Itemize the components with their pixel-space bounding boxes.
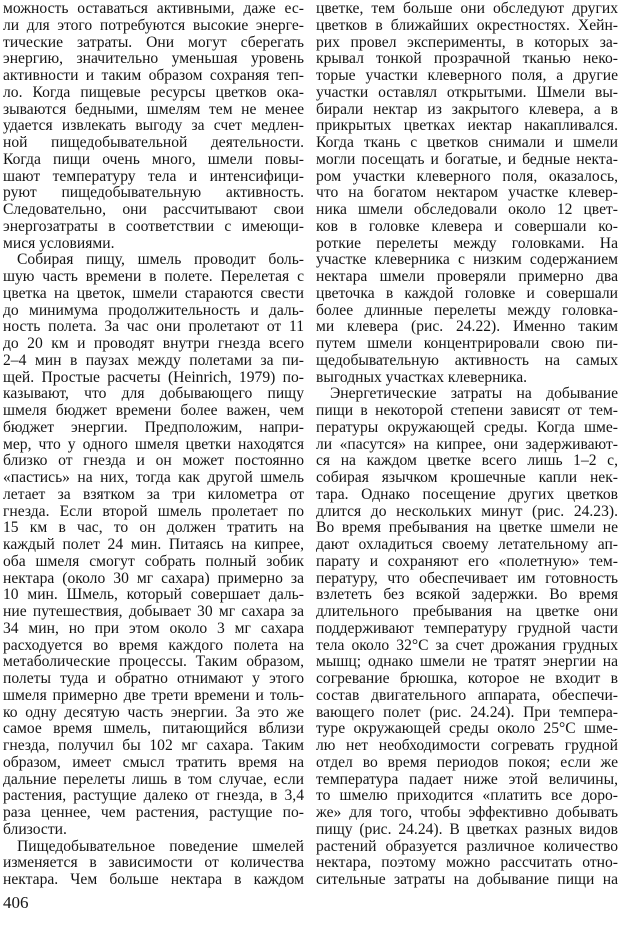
text-line: зываются бедными, шмелям тем не менее	[3, 100, 304, 118]
text-line: отдел во время периодов покоя; если же	[316, 753, 618, 771]
text-line: пературу, что обеспечивает им готовность	[316, 569, 618, 587]
text-line: парату и сохраняют его «полетную» тем-	[316, 552, 618, 570]
text-line: шмеля бюджет времени более важен, чем	[3, 402, 304, 419]
text-line: расходуется во время каждого полета на	[3, 636, 304, 654]
text-line: ром участки клеверного поля, оказалось,	[316, 167, 618, 185]
text-line: тела около 32°C за счет дрожания грудных	[316, 636, 618, 654]
text-line: мер, что у одного шмеля цветки находятся	[3, 435, 304, 453]
text-line: руют пищедобывательную активность.	[3, 184, 304, 202]
page-number: 406	[3, 893, 29, 912]
text-line: нектара (около 30 мг сахара) примерно за	[3, 569, 304, 587]
text-line: бирали нектар из закрытого клевера, а в	[316, 100, 618, 118]
text-line: казывают, что для добывающего пищу	[3, 385, 304, 403]
text-line: до 20 км и проводят внутри гнезда всего	[3, 335, 304, 352]
text-line: 34 мин, но при этом около 3 мг сахара	[3, 619, 304, 637]
text-line: гнезда. Если второй шмель пролетает по	[3, 502, 304, 520]
text-line: выгодных участках клеверника.	[316, 368, 528, 386]
text-line: ли для этого потребуются высокие энерге-	[3, 16, 304, 34]
text-line: раза ценнее, чем растения, растущие по-	[3, 804, 304, 821]
text-line: ника шмели обследовали около 12 цвет-	[316, 201, 618, 218]
text-line: цветочка в каждой головке и совершали	[316, 284, 618, 302]
text-line: Во время пребывания на цветке шмели не	[316, 519, 618, 537]
text-line: 2–4 мин в паузах между полетами за пи-	[3, 351, 304, 369]
text-line: Собирая пищу, шмель проводит боль-	[17, 251, 304, 269]
text-line: вающего полет (рис. 24.24). При темпера-	[316, 703, 618, 721]
text-line: более длинные перелеты между головка-	[316, 301, 618, 319]
text-line: температура падает ниже этой величины,	[316, 770, 618, 788]
text-line: Когда пищи очень много, шмели повы-	[3, 150, 304, 168]
text-line: прикрытых цветках иектар накапливался.	[316, 117, 618, 135]
text-line: собирая язычком крошечные капли нек-	[316, 469, 618, 486]
text-line: гнезда, получил бы 102 мг сахара. Таким	[3, 737, 304, 754]
text-line: роткие перелеты между головками. На	[316, 234, 618, 252]
paragraph	[3, 1, 304, 252]
text-column-left	[3, 1, 304, 889]
text-line: согревание брюшка, которое не входит в	[316, 670, 618, 687]
text-line: ми клевера (рис. 24.22). Именно таким	[316, 318, 618, 336]
text-line: удается извлекать выгоду за счет медлен-	[3, 117, 304, 135]
text-line: Пищедобывательное поведение шмелей	[17, 837, 304, 855]
text-line: ность полета. За час они пролетают от 11	[3, 318, 304, 336]
text-line: могли посещать и богатые, и бедные некта-	[316, 150, 618, 168]
text-line: путем шмели концентрировали свою пи-	[316, 335, 618, 352]
text-line: метаболические процессы. Таким образом,	[3, 653, 304, 671]
paragraph	[316, 1, 618, 386]
text-line: шую часть времени в полете. Перелетая с	[3, 268, 304, 285]
text-line: ние путешествия, добывает 30 мг сахара за	[3, 603, 304, 620]
text-line: нектара. Чем больше нектара в каждом	[3, 871, 304, 888]
text-line: бюджет энергии. Предположим, напри-	[3, 418, 304, 436]
text-line: мышц; однако шмели не тратят энергии на	[316, 653, 618, 671]
text-line: дают охладиться своему летательному ап-	[316, 536, 618, 553]
text-line: энергию, значительно уменьшая уровень	[3, 50, 304, 68]
text-line: ко одну десятую часть энергии. За это же	[3, 703, 304, 721]
text-column-right	[316, 1, 618, 889]
text-line: до минимума продолжительность и даль-	[3, 301, 304, 319]
text-line: щей. Простые расчеты (Heinrich, 1979) по-	[3, 368, 304, 386]
text-line: оба шмеля смогут собрать полный зобик	[3, 552, 304, 570]
text-line: близко от гнезда и он может постоянно	[3, 452, 304, 470]
text-line: что на богатом нектаром участке клевер-	[316, 184, 618, 202]
text-line: ло. Когда пищевые ресурсы цветков ока-	[3, 83, 304, 101]
text-line: шают температуру тела и интенсифици-	[3, 167, 304, 185]
text-line: взлететь без всякой задержки. Во время	[316, 586, 618, 604]
text-line: тара. Однако посещение других цветков	[316, 485, 618, 503]
text-line: растения, растущие далеко от гнезда, в 3,4	[3, 787, 304, 805]
text-line: туре окружающей среды около 25°C шме-	[316, 720, 618, 738]
text-line: нектара, поэтому можно рассчитать отно-	[316, 854, 618, 872]
text-line: рих провел эксперименты, в которых за-	[316, 33, 618, 51]
text-line: торые участки клеверного поля, а другие	[316, 67, 618, 84]
text-line: же» для того, чтобы эффективно добывать	[316, 804, 618, 821]
text-line: цветков в ближайших окрестностях. Хейн-	[316, 16, 618, 34]
text-line: ли «пасутся» на кипрее, они задерживают-	[316, 435, 618, 453]
text-line: шмеля примерно две трети времени и толь-	[3, 686, 304, 704]
text-line: 10 мин. Шмель, который совершает даль-	[3, 586, 304, 604]
text-line: каждый полет 24 мин. Питаясь на кипрее,	[3, 536, 304, 553]
text-line: энергозатраты в соответствии с имеющи-	[3, 217, 304, 235]
text-line: Энергетические затраты на добывание	[330, 385, 618, 403]
text-line: участке клеверника с низким содержанием	[316, 251, 618, 269]
text-line: тические затраты. Они могут сберегать	[3, 33, 304, 51]
text-line: то шмелю приходится «платить все доро-	[316, 787, 618, 805]
text-line: активности и таким образом сохраняя теп-	[3, 67, 304, 84]
text-line: ков в головке клевера и совершали ко-	[316, 217, 618, 235]
text-line: ся на каждом цветке всего лишь 1–2 с,	[316, 452, 618, 470]
paragraph	[3, 252, 304, 838]
text-line: растений образуется различное количество	[316, 837, 618, 855]
paragraph	[316, 386, 618, 889]
text-line: образом, имеет смысл тратить время на	[3, 753, 304, 771]
text-line: близости.	[3, 820, 67, 838]
text-line: состав двигательного аппарата, обеспечи-	[316, 686, 618, 704]
text-line: сительные затраты на добывание пищи на	[316, 871, 618, 888]
text-line: длится до нескольких минут (рис. 24.23).	[316, 502, 618, 520]
text-line: ной пищедобывательной деятельности.	[3, 134, 304, 151]
text-line: мися условиями.	[3, 234, 115, 252]
text-line: цветке, тем больше они обследуют других	[316, 0, 618, 17]
text-line: самое время шмель, питающийся вблизи	[3, 720, 304, 738]
text-line: поддерживают температуру грудной части	[316, 619, 618, 637]
text-line: летает за взятком за три километра от	[3, 485, 304, 503]
paragraph	[3, 839, 304, 889]
text-line: можность оставаться активными, даже ес-	[3, 0, 304, 17]
text-line: длительного пребывания на цветке они	[316, 603, 618, 620]
text-line: «пастись» на них, тогда как другой шмель	[3, 469, 304, 486]
text-line: дальние перелеты лишь в том случае, если	[3, 770, 304, 788]
text-line: участки оставлял открытыми. Шмели вы-	[316, 83, 618, 101]
text-line: Следовательно, они рассчитывают свои	[3, 201, 304, 218]
text-line: пищи в некоторой степени зависят от тем-	[316, 402, 618, 419]
text-line: нектара шмели проверяли примерно два	[316, 268, 618, 285]
text-line: щедобывательную активность на самых	[316, 351, 618, 369]
text-line: полеты туда и обратно отнимают у этого	[3, 670, 304, 687]
text-line: крывал тонкой прозрачной тканью неко-	[316, 50, 618, 68]
text-line: 15 км в час, то он должен тратить на	[3, 519, 304, 537]
text-line: пищу (рис. 24.24). В цветках разных видов	[316, 820, 618, 838]
text-line: лю нет необходимости согревать грудной	[316, 737, 618, 754]
text-line: пературы окружающей среды. Когда шме-	[316, 418, 618, 436]
text-line: Когда ткань с цветков снимали и шмели	[316, 134, 618, 151]
text-line: цветка на цветок, шмели стараются свести	[3, 284, 304, 302]
text-line: изменяется в зависимости от количества	[3, 854, 304, 872]
